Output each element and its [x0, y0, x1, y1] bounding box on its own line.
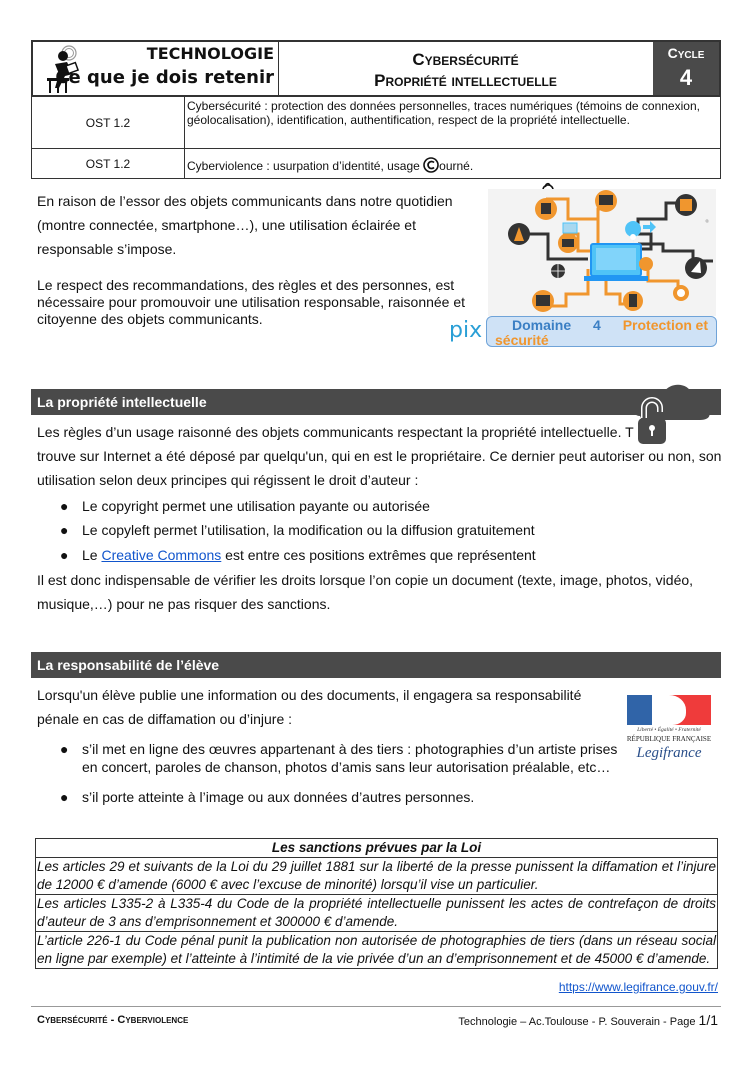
section-header-intellectual-property: La propriété intellectuelle [31, 389, 721, 415]
ost-text-before: Cyberviolence : usurpation d’identité, usage [187, 159, 424, 173]
intro-paragraph: En raison de l’essor des objets communicants dans notre quotidien (montre connectée, smartphone…), une utilisation éclairée et responsable s’impose. [37, 193, 453, 257]
cycle-number: 4 [679, 65, 693, 90]
page-title-line2: Propriété intellectuelle [374, 71, 557, 90]
cloud-lock-icon [628, 380, 714, 446]
paragraph-line: Il est donc indispensable de vérifier les droits lorsque l’on copie un document (texte, image, photos, vidéo, [37, 572, 694, 588]
section-header-student-responsibility: La responsabilité de l’élève [31, 652, 721, 678]
footer-divider [31, 1006, 721, 1007]
legifrance-republic: RÉPUBLIQUE FRANÇAISE [626, 735, 712, 743]
bullet-icon: ● [60, 522, 69, 538]
bullet-line: s’il met en ligne des œuvres appartenant à des tiers : photographies d’un artiste prises [82, 741, 618, 757]
header-table [31, 40, 721, 97]
legifrance-logo [624, 692, 714, 772]
paragraph-line: Les règles d’un usage raisonné des objets communicants respectant la propriété intellectuelle. T [37, 424, 634, 440]
footer-left-title: Cybersécurité - Cyberviolence [37, 1014, 189, 1026]
subtitle-label: Ce que je dois retenir [55, 67, 274, 88]
ost-row [31, 149, 721, 179]
creative-commons-link[interactable]: Creative Commons [101, 547, 222, 563]
connected-devices-illustration [488, 189, 716, 316]
ost-text [187, 157, 714, 173]
pix-domain-title-2: et [695, 317, 708, 333]
footer-credit: Technologie – Ac.Toulouse - P. Souverain - Page [458, 1016, 699, 1028]
svg-text:@: @ [705, 219, 710, 224]
subject-label: TECHNOLOGIE [146, 44, 274, 63]
page-title-line1: Cybersécurité [412, 50, 519, 69]
cycle-label: Cycle [667, 45, 705, 61]
copyright-icon [423, 157, 439, 173]
sanctions-row: Les articles L335-2 à L335-4 du Code de la propriété intellectuelle punissent les actes de contrefaçon de droits d’auteur de 3 ans d’emprisonnement et 300000 € d’amende. [37, 896, 716, 929]
sanctions-row: L’article 226-1 du Code pénal punit la publication non autorisée de photographies de tiers (dans un réseau social en ligne par exemple) et l’atteinte à l’intimité de la vie privée d’un an d’emprisonnement et de 45000 € d’amende. [37, 933, 716, 966]
page-number: 1/1 [698, 1012, 718, 1028]
paragraph-line: trouve sur Internet a été déposé par quelqu'un, qui en est le propriétaire. Ce dernier peut autoriser ou non, son [37, 448, 722, 464]
marianne-profile-icon [652, 695, 686, 725]
ost-text: Cybersécurité : protection des données personnelles, traces numériques (témoins de connexion, géolocalisation), identification, authentification, respect de la propriété intellectuelle. [187, 99, 700, 127]
pix-domain-label: Domaine [512, 317, 572, 333]
legifrance-motto: Liberté • Égalité • Fraternité [637, 727, 701, 733]
legifrance-name: Legifrance [636, 745, 702, 761]
intro-paragraph-2: Le respect des recommandations, des règles et des personnes, est nécessaire pour promouvoir une utilisation responsable, raisonnée et citoyenne des objets communicants. [37, 277, 466, 327]
cycle-badge [653, 42, 719, 95]
paragraph-line: pénale en cas de diffamation ou d’injure : [37, 711, 293, 727]
ost-code: OST 1.2 [32, 97, 185, 148]
bullet-text [82, 740, 617, 776]
sanctions-table [35, 838, 718, 969]
bullet-icon: ● [60, 741, 69, 757]
sanctions-row: Les articles 29 et suivants de la Loi du 29 juillet 1881 sur la liberté de la presse punissent la diffamation et l’injure de 12000 € d’amende (6000 € avec l’excuse de minorité) lorsqu’il vise un particulier. [37, 859, 716, 892]
ost-code: OST 1.2 [32, 149, 185, 178]
pix-domain-title-1: Protection [622, 317, 692, 333]
bullet-icon: ● [60, 547, 69, 563]
ost-text-after: ourné. [439, 159, 474, 173]
header-left-cell [33, 42, 279, 95]
bullet-icon: ● [60, 789, 69, 805]
network-diagram-icon [488, 189, 716, 316]
legifrance-link[interactable]: https://www.legifrance.gouv.fr/ [558, 980, 718, 994]
bullet-line: en concert, paroles de chanson, photos d’amis sans leur autorisation préalable, etc… [82, 759, 611, 775]
bullet-text: Le copyright permet une utilisation payante ou autorisée [82, 498, 430, 514]
paragraph-line: Lorsqu'un élève publie une information ou des documents, il engagera sa responsabilité [37, 687, 582, 703]
bullet-suffix: est entre ces positions extrêmes que représentent [221, 547, 536, 563]
pix-logo: pix [449, 318, 483, 343]
header-title-cell [278, 42, 653, 95]
paragraph-line: utilisation selon deux principes qui régissent le droit d’auteur : [37, 472, 419, 488]
bullet-text: s’il porte atteinte à l’image ou aux données d’autres personnes. [82, 789, 475, 805]
bullet-text [82, 543, 536, 567]
ost-row [31, 97, 721, 149]
pix-domain-number: 4 [593, 317, 601, 333]
bullet-text: Le copyleft permet l’utilisation, la modification ou la diffusion gratuitement [82, 522, 535, 538]
pix-domain-title-3: sécurité [495, 332, 549, 348]
paragraph-line: musique,…) pour ne pas risquer des sanctions. [37, 596, 331, 612]
footer-right [458, 1012, 718, 1028]
pix-domain-badge [486, 316, 717, 347]
sanctions-title: Les sanctions prévues par la Loi [271, 840, 482, 855]
bullet-icon: ● [60, 498, 69, 514]
bullet-prefix: Le [82, 547, 102, 563]
